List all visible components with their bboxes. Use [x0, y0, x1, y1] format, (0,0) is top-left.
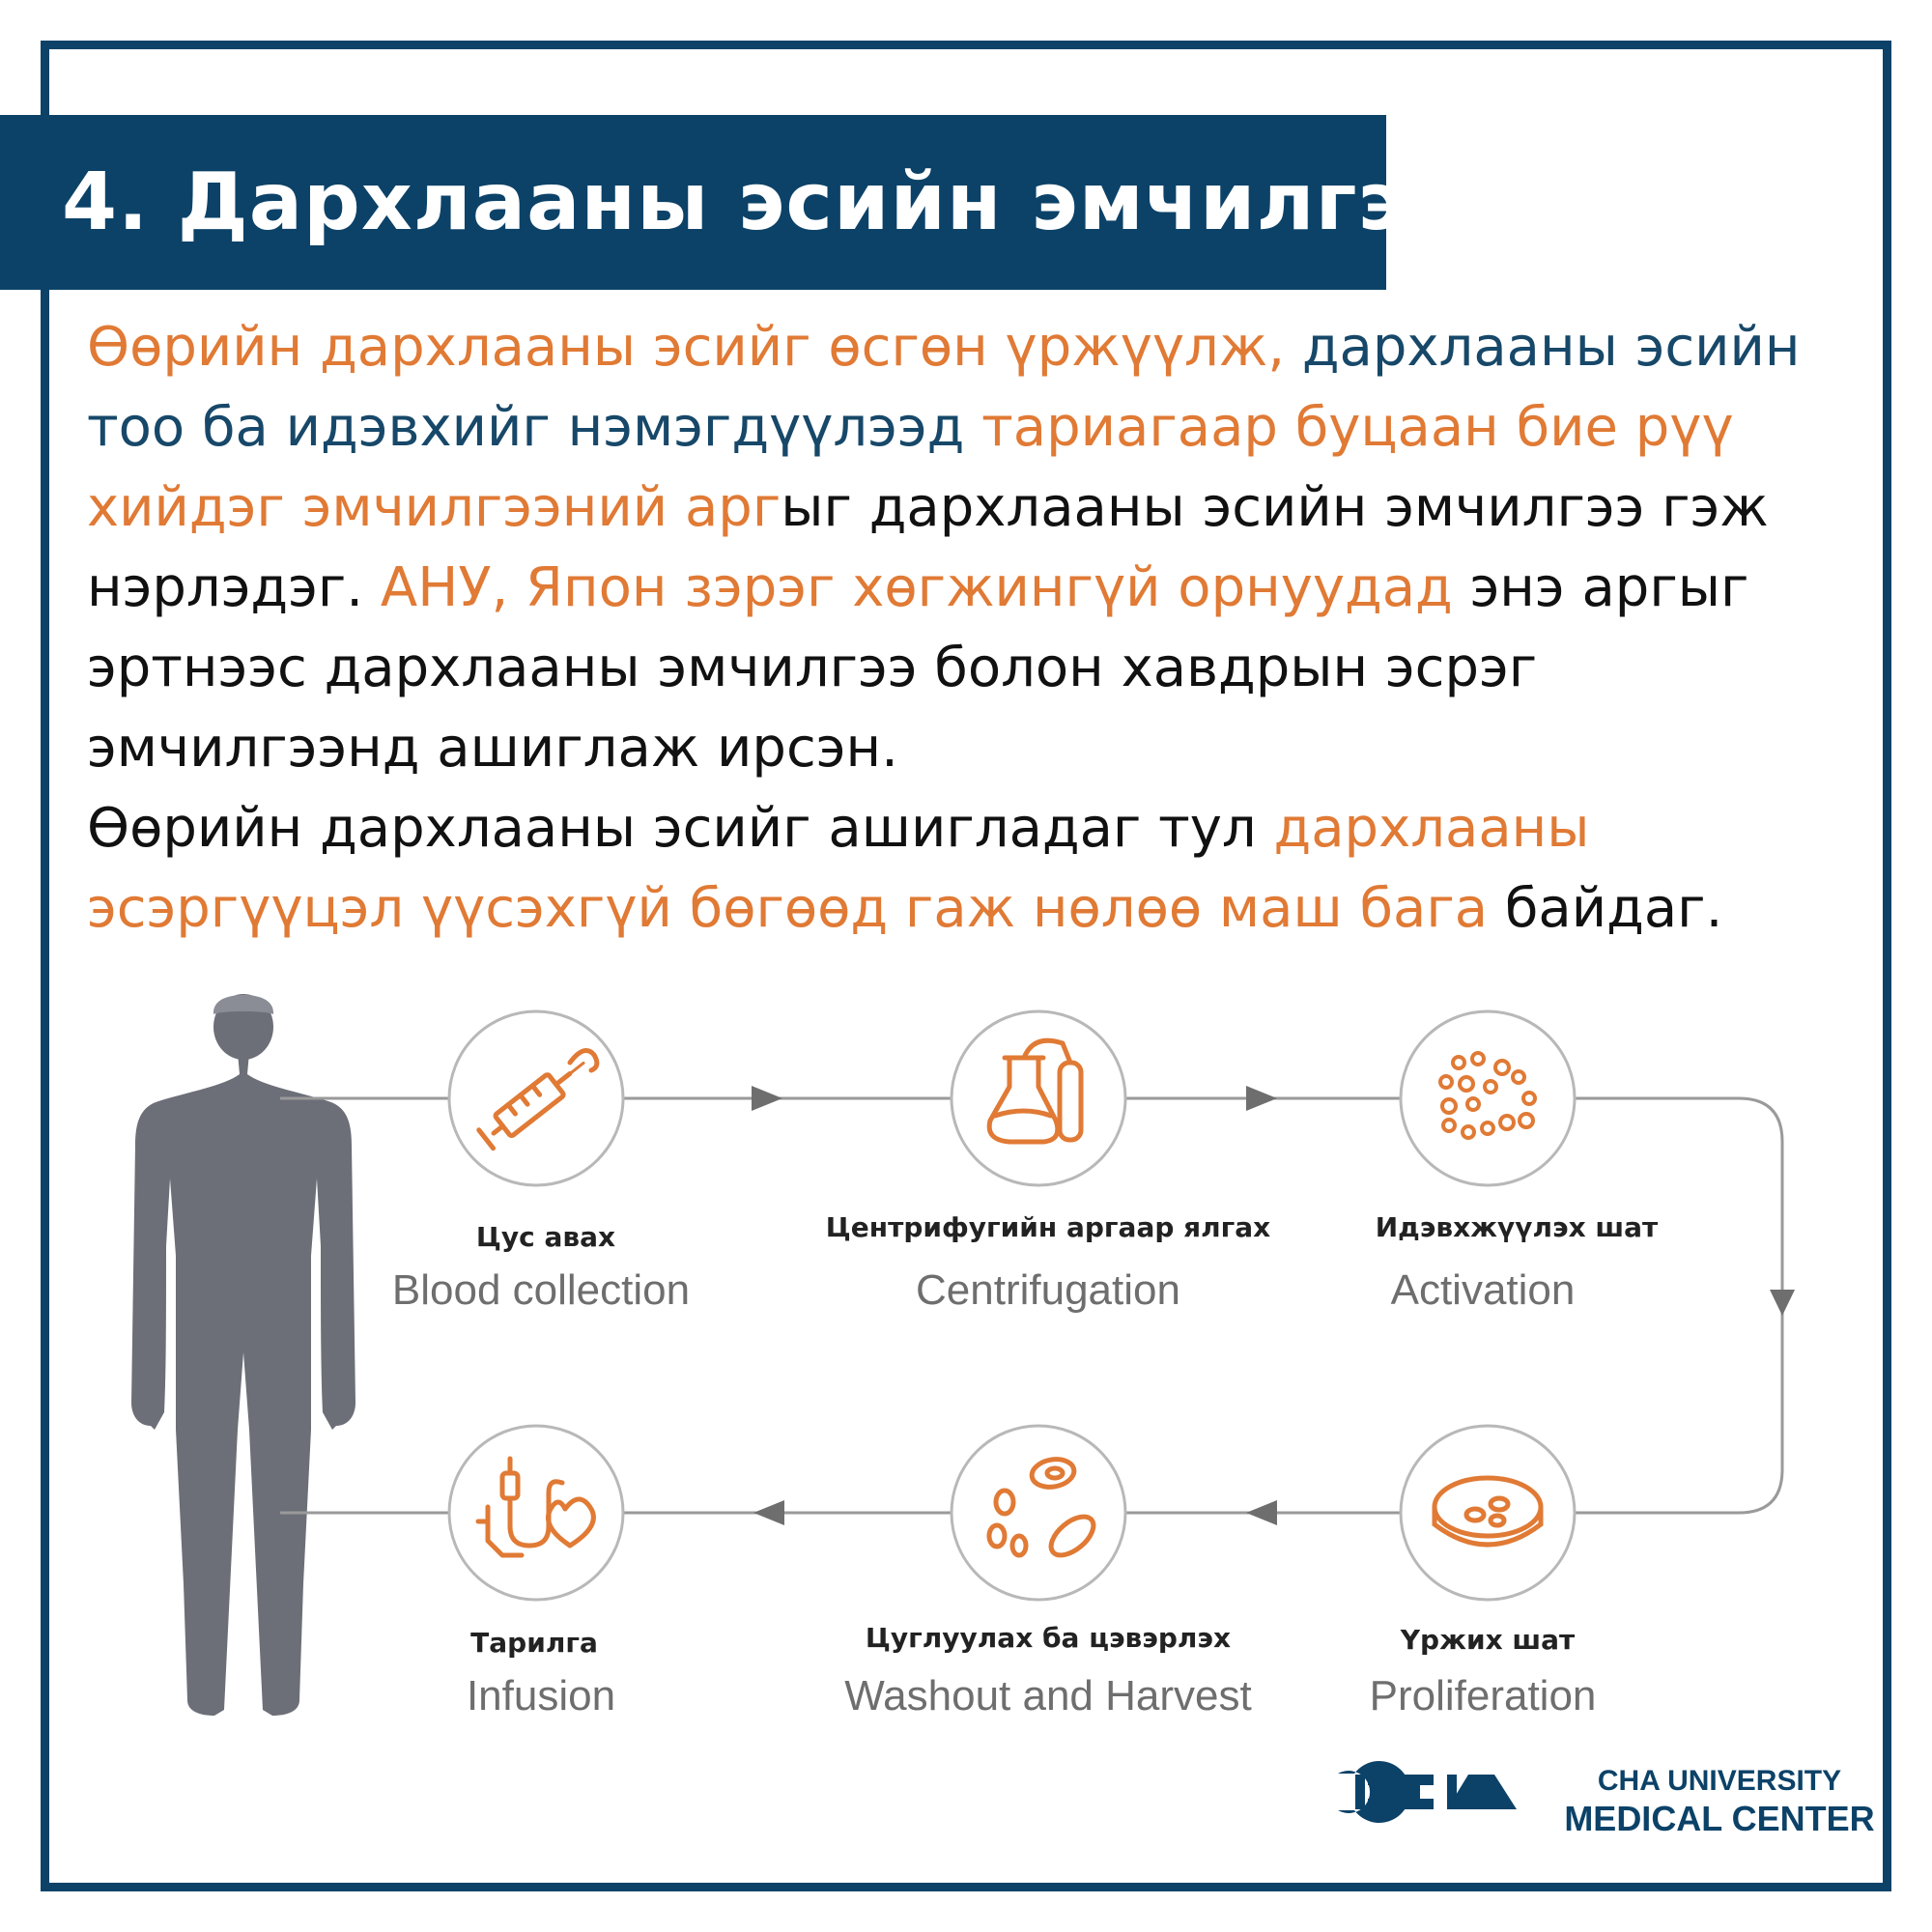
page-title: 4. Дархлааны эсийн эмчилгээ — [62, 156, 1454, 248]
text-segment: Өөрийн дархлааны эсийг өсгөн үржүүлж, — [87, 316, 1302, 379]
step-circle-proliferation — [1401, 1426, 1575, 1600]
arrow-down-icon — [1770, 1290, 1795, 1316]
step-label-mn: Үржих шат — [1400, 1624, 1576, 1656]
step-label-en: Infusion — [466, 1672, 616, 1719]
text-segment: ыг дархлааны эсийн эмчилгээ гэж нэрлэдэг. — [87, 476, 1769, 619]
step-label-en: Activation — [1390, 1266, 1576, 1314]
cha-logo — [1338, 1761, 1875, 1838]
step-circle-centrifuge — [952, 1011, 1125, 1185]
text-segment: дархлааны эсэргүүцэл үүсэхгүй бөгөөд гаж нөлөө маш бага — [87, 797, 1590, 940]
text-segment: АНУ, Япон зэрэг хөгжингүй орнуудад — [380, 556, 1453, 619]
step-label-en: Centrifugation — [916, 1266, 1180, 1314]
step-label-mn: Центрифугийн аргаар ялгах — [825, 1211, 1271, 1243]
arrow-left-icon — [753, 1500, 784, 1525]
logo-line-2: MEDICAL CENTER — [1564, 1799, 1875, 1838]
step-label-en: Blood collection — [391, 1266, 691, 1314]
text-segment: дархлааны эсийн тоо ба идэвхийг нэмэгдүүлээд — [87, 316, 1801, 459]
text-segment: энэ аргыг эртнээс дархлааны эмчилгээ болон хавдрын эсрэг эмчилгээнд ашиглаж ирсэн. — [87, 556, 1749, 780]
step-label-mn: Цуглуулах ба цэвэрлэх — [865, 1622, 1232, 1654]
step-circle-harvest — [952, 1426, 1125, 1600]
text-segment: Өөрийн дархлааны эсийг ашигладаг тул — [87, 797, 1274, 860]
step-label-mn: Цус авах — [475, 1221, 616, 1253]
flow-arrows — [752, 1086, 1795, 1525]
step-circle-activation — [1401, 1011, 1575, 1185]
arrow-right-icon — [752, 1086, 782, 1111]
step-circle-blood — [449, 1011, 623, 1185]
text-segment: тариагаар буцаан бие рүү хийдэг эмчилгээний арг — [87, 396, 1734, 539]
human-silhouette-icon — [131, 994, 355, 1716]
step-label-en: Proliferation — [1369, 1672, 1597, 1719]
step-label-mn: Идэвхжүүлэх шат — [1375, 1211, 1659, 1243]
cha-logo-mark-icon — [1338, 1761, 1517, 1823]
step-circle-infusion — [449, 1426, 623, 1600]
logo-line-1: CHA UNIVERSITY — [1597, 1765, 1842, 1797]
arrow-right-icon — [1246, 1086, 1277, 1111]
arrow-left-icon — [1246, 1500, 1277, 1525]
step-label-en: Washout and Harvest — [844, 1672, 1252, 1719]
text-segment: байдаг. — [1488, 877, 1723, 940]
step-label-mn: Тарилга — [470, 1627, 598, 1659]
